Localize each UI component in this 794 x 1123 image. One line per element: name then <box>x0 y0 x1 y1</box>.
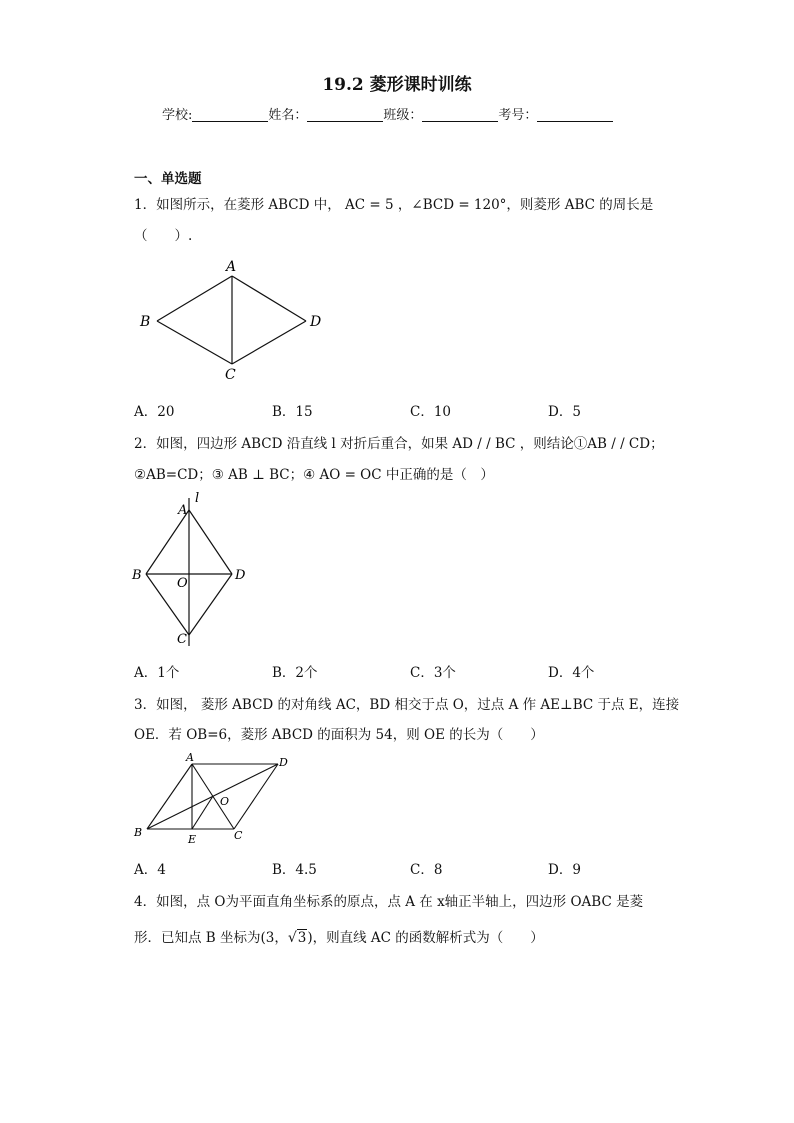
q2-label-b: B <box>132 568 142 583</box>
school-blank[interactable] <box>192 108 268 122</box>
q3-option-c[interactable]: C．8 <box>410 862 443 878</box>
q3-label-e: E <box>188 833 197 846</box>
q3-label-a: A <box>186 751 194 764</box>
q1-edge-bc <box>157 321 232 364</box>
q1-text-line2: （ ）. <box>134 228 193 244</box>
q4-text-line2-start: 形．已知点 B 坐标为(3， <box>134 930 288 946</box>
q1-option-b[interactable]: B．15 <box>272 404 313 420</box>
exam-no-blank[interactable] <box>537 108 613 122</box>
q3-label-d: D <box>279 756 288 769</box>
q2-option-a[interactable]: A．1个 <box>134 665 180 681</box>
q2-option-c[interactable]: C．3个 <box>410 665 456 681</box>
q1-label-d: D <box>310 314 322 330</box>
q1-label-c: C <box>225 367 236 383</box>
name-blank[interactable] <box>307 108 383 122</box>
sqrt-icon: √ <box>287 930 297 946</box>
q3-option-a[interactable]: A．4 <box>134 862 166 878</box>
q1-label-a: A <box>226 259 237 275</box>
q2-option-d[interactable]: D．4个 <box>548 665 595 681</box>
q1-edge-ab <box>157 276 232 321</box>
q4-text-line2 <box>134 926 544 946</box>
q4-text-line2-end: )，则直线 AC 的函数解析式为（ ） <box>307 930 544 946</box>
q1-label-b: B <box>140 314 151 330</box>
q3-option-b[interactable]: B．4.5 <box>272 862 317 878</box>
class-label: 班级： <box>383 108 423 123</box>
q3-figure <box>128 750 303 850</box>
q1-edge-ad <box>232 276 306 321</box>
q2-text-line1: 2．如图，四边形 ABCD 沿直线 l 对折后重合，如果 AD / / BC ，则结论①AB / / CD； <box>134 436 664 452</box>
q2-edge-ad <box>189 510 232 574</box>
q3-edge-ab <box>147 764 192 829</box>
exam-no-label: 考号： <box>498 108 538 123</box>
q1-option-a[interactable]: A．20 <box>134 404 175 420</box>
q4-text-line1: 4．如图，点 O为平面直角坐标系的原点，点 A 在 x轴正半轴上，四边形 OABC 是菱 <box>134 894 644 910</box>
q2-label-d: D <box>235 568 246 583</box>
q2-label-l: l <box>195 491 200 506</box>
q2-label-a: A <box>178 503 188 518</box>
q1-text-line1: 1．如图所示，在菱形 ABCD 中， AC = 5 ，∠BCD = 120°，则菱形 ABC 的周长是 <box>134 197 654 213</box>
section-heading: 一、单选题 <box>134 171 202 187</box>
school-label: 学校: <box>162 108 193 123</box>
q3-text-line1: 3．如图， 菱形 ABCD 的对角线 AC，BD 相交于点 O，过点 A 作 AE⊥BC 于点 E，连接 <box>134 697 680 713</box>
q2-label-c: C <box>177 632 187 647</box>
page-title: 19.2 菱形课时训练 <box>322 75 472 95</box>
q2-option-b[interactable]: B．2个 <box>272 665 318 681</box>
q1-figure <box>130 254 340 384</box>
q4-sqrt-radicand: 3 <box>297 930 307 946</box>
q3-label-c: C <box>234 829 243 842</box>
class-blank[interactable] <box>422 108 498 122</box>
q2-edge-ab <box>146 510 189 574</box>
q3-label-o: O <box>220 795 230 808</box>
q3-option-d[interactable]: D．9 <box>548 862 581 878</box>
q3-edge-dc <box>234 764 278 829</box>
q2-text-line2: ②AB=CD；③ AB ⊥ BC；④ AO = OC 中正确的是（ ） <box>134 467 494 483</box>
q3-text-line2: OE．若 OB=6，菱形 ABCD 的面积为 54，则 OE 的长为（ ） <box>134 727 544 743</box>
q1-option-c[interactable]: C．10 <box>410 404 452 420</box>
q1-edge-cd <box>232 321 306 364</box>
student-info-line <box>162 104 613 123</box>
q2-edge-cd <box>189 574 232 635</box>
name-label: 姓名： <box>268 108 308 123</box>
q2-label-o: O <box>177 576 188 591</box>
q1-option-d[interactable]: D．5 <box>548 404 581 420</box>
q3-label-b: B <box>134 826 143 839</box>
q2-figure <box>128 490 258 650</box>
